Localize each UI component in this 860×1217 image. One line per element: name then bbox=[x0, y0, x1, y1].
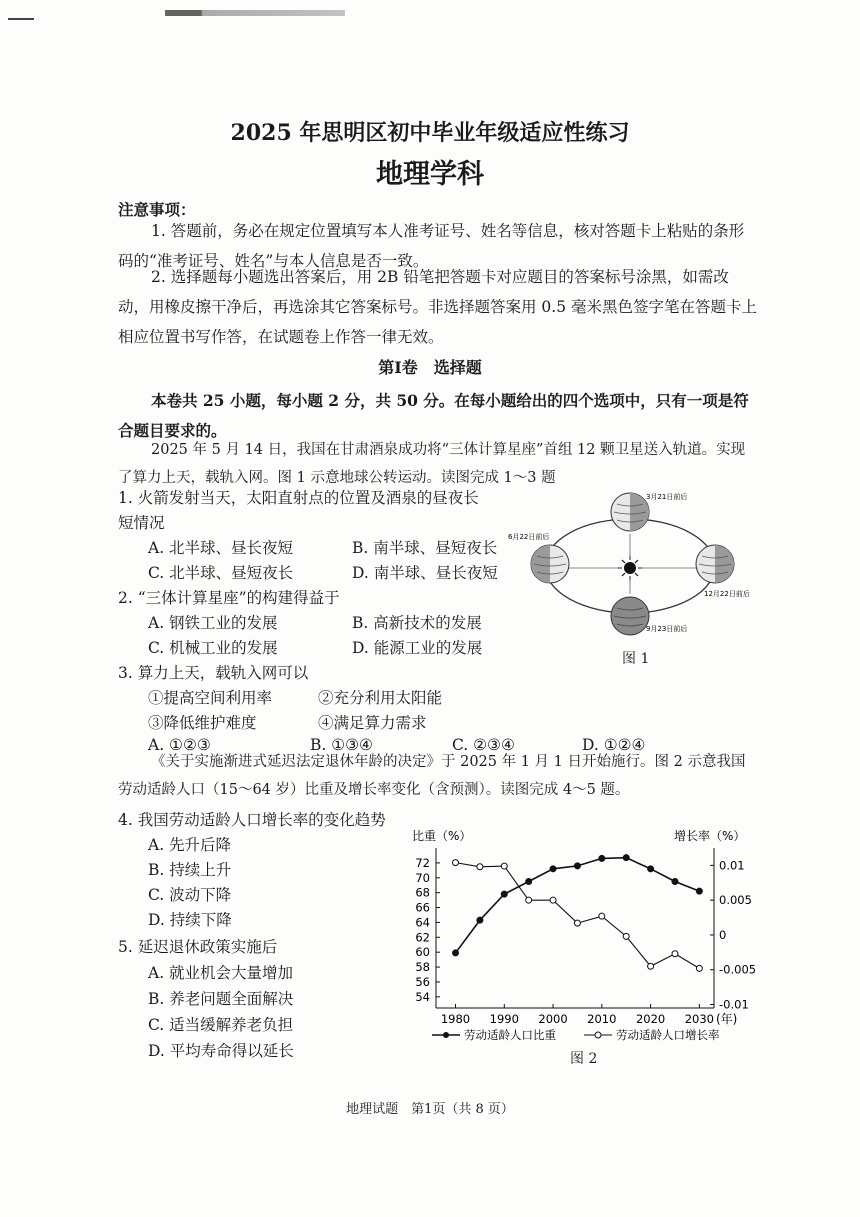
x-axis-unit: (年) bbox=[716, 1012, 738, 1026]
left-tick-label: 72 bbox=[415, 855, 430, 870]
legend-marker-share bbox=[443, 1032, 449, 1038]
share-data-point bbox=[453, 950, 459, 956]
x-tick-label: 2010 bbox=[587, 1012, 617, 1026]
q2-option-b: B. 高新技术的发展 bbox=[352, 614, 482, 632]
left-tick-label: 64 bbox=[415, 915, 430, 930]
q2-option-a: A. 钢铁工业的发展 bbox=[148, 614, 278, 632]
q3-statement-1: ①提高空间利用率 bbox=[148, 689, 273, 707]
q4-option-b: B. 持续上升 bbox=[148, 861, 232, 879]
right-tick-label: -0.01 bbox=[719, 997, 749, 1012]
left-tick-label: 66 bbox=[415, 900, 430, 915]
legend bbox=[432, 1028, 720, 1042]
growth-data-point bbox=[453, 860, 459, 866]
notice-heading: 注意事项： bbox=[118, 200, 196, 219]
legend-marker-growth bbox=[595, 1032, 601, 1038]
growth-data-point bbox=[623, 933, 629, 939]
q4-option-c: C. 波动下降 bbox=[148, 886, 232, 904]
x-tick-label: 2030 bbox=[684, 1012, 715, 1026]
q3-option-b: B. ①③④ bbox=[310, 736, 373, 754]
exam-title: 2025 年思明区初中毕业年级适应性练习 bbox=[230, 120, 630, 146]
label-september: 9月23日前后 bbox=[646, 625, 688, 633]
q1-stem-line1: 1. 火箭发射当天，太阳直射点的位置及酒泉的昼夜长 bbox=[118, 489, 479, 507]
earth-march bbox=[611, 493, 649, 531]
q2-stem: 2. “三体计算星座”的构建得益于 bbox=[118, 589, 340, 607]
q1-option-b: B. 南半球、昼短夜长 bbox=[352, 539, 498, 557]
left-axis-title: 比重（%） bbox=[412, 829, 472, 843]
section-title: 第Ⅰ卷 选择题 bbox=[378, 358, 482, 377]
legend-share: 劳动适龄人口比重 bbox=[464, 1028, 556, 1042]
q4-option-a: A. 先升后降 bbox=[148, 836, 232, 854]
growth-data-point bbox=[501, 863, 507, 869]
figure-1-earth-orbit bbox=[500, 484, 770, 674]
left-tick-label: 68 bbox=[415, 885, 430, 900]
label-june: 6月22日前后 bbox=[508, 533, 550, 541]
q5-option-c: C. 适当缓解养老负担 bbox=[148, 1016, 294, 1034]
scan-artifact-dash bbox=[8, 18, 34, 20]
q5-option-d: D. 平均寿命得以延长 bbox=[148, 1042, 294, 1060]
q5-option-b: B. 养老问题全面解决 bbox=[148, 990, 294, 1008]
q3-statement-4: ④满足算力需求 bbox=[318, 714, 427, 732]
growth-data-point bbox=[599, 913, 605, 919]
q3-option-a: A. ①②③ bbox=[148, 736, 211, 754]
earth-december bbox=[696, 545, 734, 583]
scan-artifact-bar bbox=[165, 10, 345, 16]
share-data-point bbox=[477, 917, 483, 923]
left-tick-label: 58 bbox=[415, 960, 430, 975]
q3-option-d: D. ①②④ bbox=[582, 736, 646, 754]
q1-option-d: D. 南半球、昼长夜短 bbox=[352, 564, 498, 582]
x-tick-label: 1980 bbox=[440, 1012, 471, 1026]
share-data-point bbox=[574, 863, 580, 869]
label-december: 12月22日前后 bbox=[704, 590, 750, 598]
growth-data-point bbox=[550, 897, 556, 903]
section-intro: 本卷共 25 小题，每小题 2 分，共 50 分。在每小题给出的四个选项中，只有一项是符合题目要求的。 bbox=[118, 391, 749, 440]
growth-data-point bbox=[574, 920, 580, 926]
share-data-point bbox=[526, 878, 532, 884]
share-data-point bbox=[696, 888, 702, 894]
q3-statement-2: ②充分利用太阳能 bbox=[318, 689, 443, 707]
left-tick-label: 62 bbox=[415, 930, 430, 945]
share-data-point bbox=[648, 866, 654, 872]
growth-data-point bbox=[526, 897, 532, 903]
x-tick-label: 2020 bbox=[635, 1012, 666, 1026]
q3-stem: 3. 算力上天，载轨入网可以 bbox=[118, 664, 309, 682]
left-tick-label: 54 bbox=[415, 989, 430, 1004]
notice-item-1: 1. 答题前，务必在规定位置填写本人准考证号、姓名等信息，核对答题卡上粘贴的条形码的“准考证号、姓名”与本人信息是否一致。 bbox=[118, 222, 745, 270]
figure-2-caption: 图 2 bbox=[570, 1051, 598, 1067]
q2-option-c: C. 机械工业的发展 bbox=[148, 639, 278, 657]
q1-option-c: C. 北半球、昼短夜长 bbox=[148, 564, 294, 582]
legend-growth: 劳动适龄人口增长率 bbox=[616, 1028, 720, 1042]
left-tick-label: 60 bbox=[415, 945, 430, 960]
right-tick-label: -0.005 bbox=[719, 962, 757, 977]
share-data-point bbox=[623, 855, 629, 861]
x-tick-label: 1990 bbox=[489, 1012, 519, 1026]
growth-series-line bbox=[456, 863, 700, 969]
label-march: 3月21日前后 bbox=[646, 493, 688, 501]
page-footer: 地理试题 第1页（共 8 页） bbox=[346, 1102, 514, 1117]
earth-june bbox=[531, 545, 569, 583]
growth-data-point bbox=[696, 965, 702, 971]
growth-data-point bbox=[648, 963, 654, 969]
share-data-point bbox=[599, 855, 605, 861]
q1-stem-line2: 短情况 bbox=[118, 514, 165, 532]
q4-option-d: D. 持续下降 bbox=[148, 911, 232, 929]
right-axis-title: 增长率（%） bbox=[674, 829, 746, 843]
q1-option-a: A. 北半球、昼长夜短 bbox=[148, 539, 294, 557]
figure-2-chart bbox=[398, 822, 760, 1044]
material-1: 2025 年 5 月 14 日，我国在甘肃酒泉成功将“三体计算星座”首组 12 颗卫星送入轨道。实现了算力上天，载轨入网。图 1 示意地球公转运动。读图完成 1～3 题 bbox=[118, 442, 746, 486]
subject-title: 地理学科 bbox=[376, 159, 484, 190]
growth-data-point bbox=[672, 951, 678, 957]
q3-option-c: C. ②③④ bbox=[452, 736, 515, 754]
figure-1-caption: 图 1 bbox=[622, 651, 650, 667]
right-tick-label: 0.01 bbox=[719, 858, 745, 873]
growth-data-point bbox=[477, 864, 483, 870]
share-data-point bbox=[672, 878, 678, 884]
share-series-line bbox=[456, 858, 700, 953]
right-tick-label: 0 bbox=[719, 927, 727, 942]
x-tick-label: 2000 bbox=[538, 1012, 568, 1026]
left-tick-label: 56 bbox=[415, 974, 430, 989]
q5-option-a: A. 就业机会大量增加 bbox=[148, 964, 294, 982]
notice-item-2: 2. 选择题每小题选出答案后，用 2B 铅笔把答题卡对应题目的答案标号涂黑，如需改动，用橡皮擦干净后，再选涂其它答案标号。非选择题答案用 0.5 毫米黑色签字笔在答题卡上相应位置书写作答，在试题卷上作答一律无效。 bbox=[118, 268, 758, 346]
q4-stem: 4. 我国劳动适龄人口增长率的变化趋势 bbox=[118, 811, 386, 829]
right-tick-label: 0.005 bbox=[719, 893, 752, 908]
earth-september bbox=[611, 597, 649, 635]
q3-statement-3: ③降低维护难度 bbox=[148, 714, 257, 732]
q5-stem: 5. 延迟退休政策实施后 bbox=[118, 938, 278, 956]
share-data-point bbox=[501, 891, 507, 897]
material-2: 《关于实施渐进式延迟法定退休年龄的决定》于 2025 年 1 月 1 日开始施行。图 2 示意我国劳动适龄人口（15～64 岁）比重及增长率变化（含预测）。读图完成 4～5 题。 bbox=[118, 754, 746, 798]
left-tick-label: 70 bbox=[415, 870, 430, 885]
share-data-point bbox=[550, 866, 556, 872]
q2-option-d: D. 能源工业的发展 bbox=[352, 639, 483, 657]
